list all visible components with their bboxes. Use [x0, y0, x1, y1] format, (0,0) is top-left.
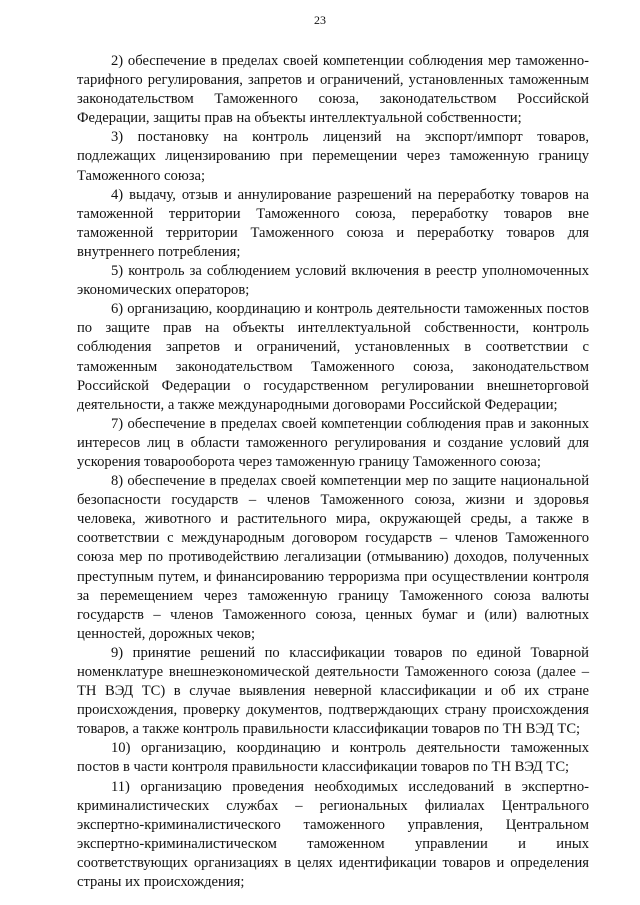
paragraph-item-6: 6) организацию, координацию и контроль деятельности таможенных постов по защите прав на объекты интеллектуальной собственности, контроль соблюдения запретов и ограничений, установленных в соответствии с таможенным законодательством Таможенного союза, законодательством Российской Федерации о государственном регулировании внешнеторговой деятельности, а также международными договорами Российской Федерации; [77, 301, 589, 413]
page-number: 23 [314, 13, 326, 27]
paragraph-item-3: 3) постановку на контроль лицензий на экспорт/импорт товаров, подлежащих лицензированию при перемещении через таможенную границу Таможенного союза; [77, 129, 589, 184]
paragraph-item-4: 4) выдачу, отзыв и аннулирование разрешений на переработку товаров на таможенной территории Таможенного союза, переработку товаров вне таможенной территории Таможенного союза и переработку товаров для внутреннего потребления; [77, 186, 589, 260]
paragraph-item-5: 5) контроль за соблюдением условий включения в реестр уполномоченных экономических операторов; [77, 263, 589, 299]
paragraph-item-2: 2) обеспечение в пределах своей компетенции соблюдения мер таможенно-тарифного регулирования, запретов и ограничений, установленных таможенным законодательством Таможенного союза, законодательством Российской Федерации, защиты прав на объекты интеллектуальной собственности; [77, 53, 589, 127]
paragraph-item-7: 7) обеспечение в пределах своей компетенции соблюдения прав и законных интересов лиц в области таможенного регулирования и создание условий для ускорения товарооборота через таможенную границу Таможенного союза; [77, 415, 589, 470]
paragraph-item-11: 11) организацию проведения необходимых исследований в экспертно-криминалистических службах – региональных филиалах Центрального экспертно-криминалистического таможенного управления, Центральном экспертно-криминалистическом таможенном управлении и иных соответствующих организациях в целях идентификации товаров и определения страны их происхождения; [77, 778, 589, 891]
paragraph-item-8: 8) обеспечение в пределах своей компетенции мер по защите национальной безопасности государств – членов Таможенного союза, жизни и здоровья человека, животного и растительного мира, окружающей среды, а также в соответствии с международным договором государств – членов Таможенного союза мер по противодействию легализации (отмыванию) доходов, полученных преступным путем, и финансированию терроризма при осуществлении контроля за перемещением через таможенную границу Таможенного союза валюты государств – членов Таможенного союза, ценных бумаг и (или) валютных ценностей, дорожных чеков; [77, 473, 589, 642]
document-body [77, 52, 589, 892]
paragraph-item-10: 10) организацию, координацию и контроль деятельности таможенных постов в части контроля правильности классификации товаров по ТН ВЭД ТС; [77, 740, 589, 776]
paragraph-item-9: 9) принятие решений по классификации товаров по единой Товарной номенклатуре внешнеэкономической деятельности Таможенного союза (далее – ТН ВЭД ТС) в случае выявления неверной классификации и об их стране происхождения, проверку документов, подтверждающих страну происхождения товаров, а также контроль правильности классификации товаров по ТН ВЭД ТС; [77, 644, 589, 738]
